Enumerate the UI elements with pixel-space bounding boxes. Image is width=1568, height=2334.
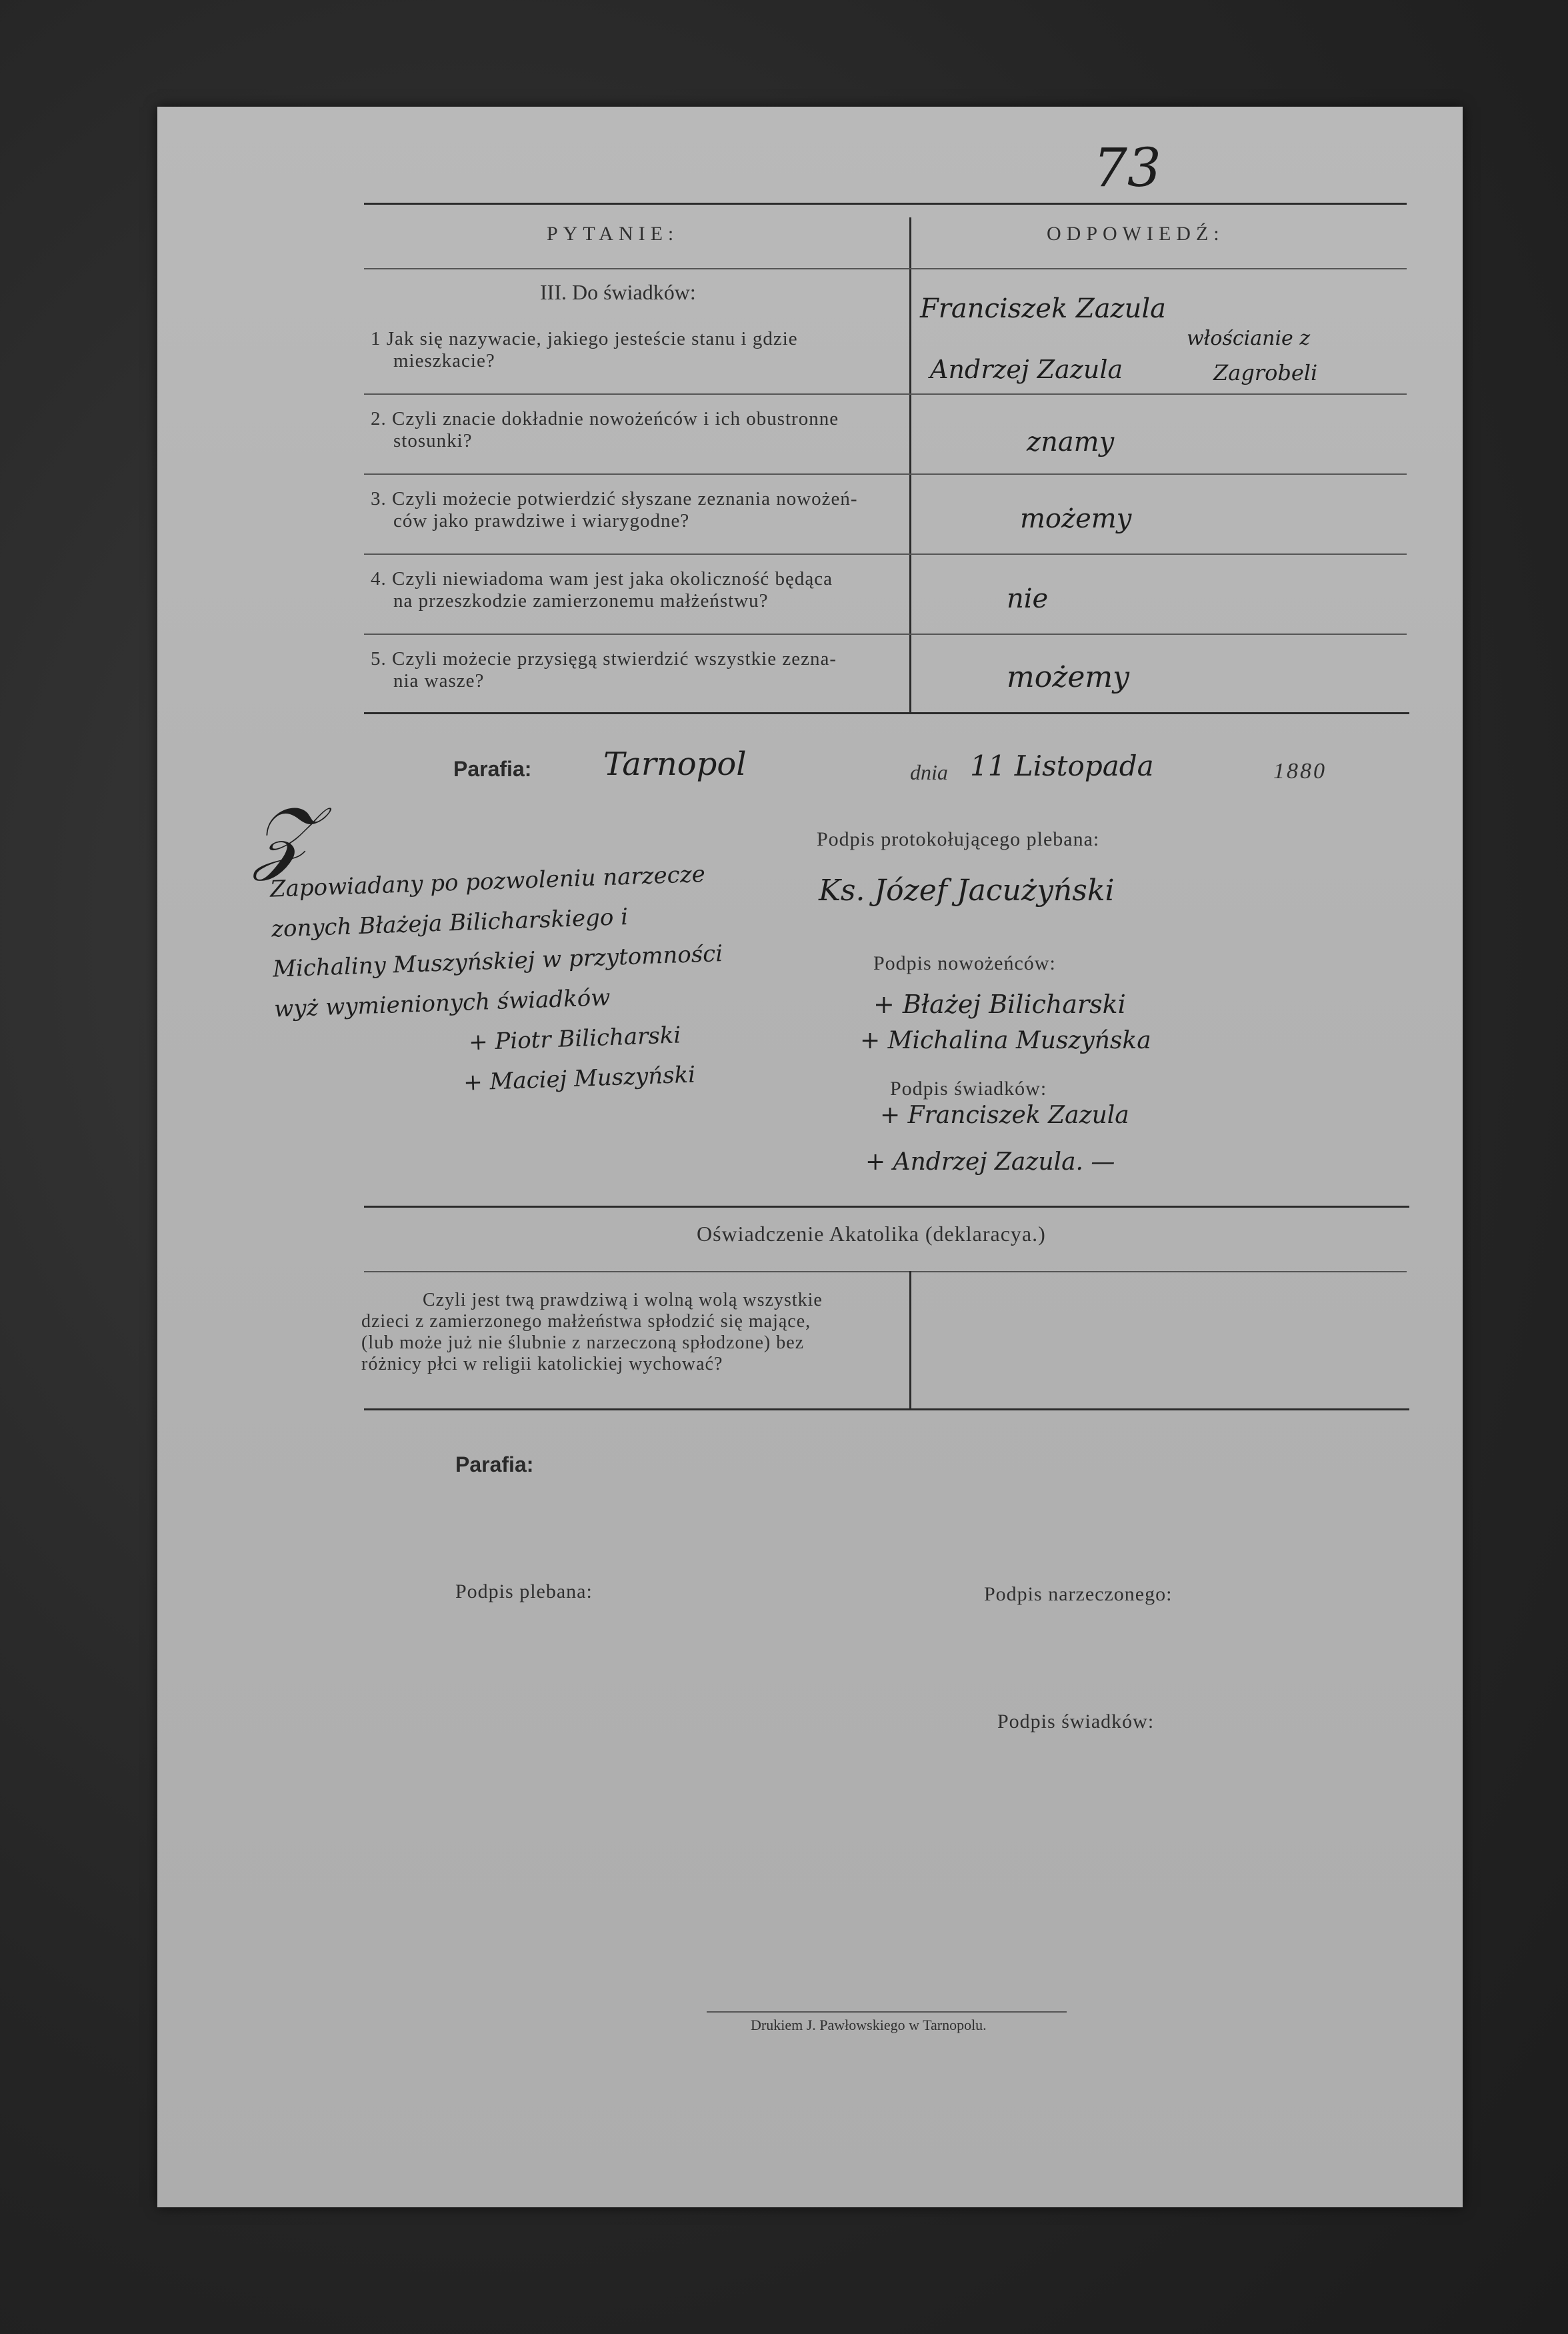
table-column-divider [909, 217, 911, 714]
printer-rule [707, 2011, 1067, 2013]
answer-4: nie [1007, 584, 1049, 614]
row-rule-3 [364, 553, 1407, 555]
declaration-title: Oświadczenie Akatolika (deklaracya.) [697, 1222, 1046, 1246]
witnesses-signature-label: Podpis świadków: [890, 1078, 1047, 1100]
table-bottom-rule [364, 712, 1409, 714]
table-top-rule [364, 203, 1407, 205]
groom-signature-label: Podpis narzeczonego: [984, 1583, 1173, 1605]
priest-signature-label: Podpis protokołującego plebana: [817, 828, 1100, 850]
spouse-1-signature: + Błażej Bilicharski [873, 990, 1126, 1019]
header-rule [364, 268, 1407, 269]
question-column-header: PYTANIE: [547, 223, 679, 245]
answer-column-header: ODPOWIEDŹ: [1047, 223, 1225, 245]
question-5: 5. Czyli możecie przysięgą stwierdzić wszystkie zezna- nia wasze? [371, 648, 837, 692]
printer-imprint: Drukiem J. Pawłowskiego w Tarnopolu. [751, 2017, 987, 2033]
parish-label: Parafia: [453, 757, 532, 781]
lower-priest-signature-label: Podpis plebana: [455, 1580, 593, 1602]
date-value: 11 Listopada [970, 750, 1154, 782]
lower-parish-label: Parafia: [455, 1452, 534, 1476]
row-rule-1 [364, 393, 1407, 395]
declaration-column-divider [909, 1271, 911, 1408]
declaration-top-rule [364, 1206, 1409, 1208]
handwritten-note: Zapowiadany po pozwoleniu narzecze zonych Błażeja Bilicharskiego i Michaliny Muszyńskiej w przytomności wyż wymienionych świadków + Piotr Bilicharski + Maciej Muszyński [269, 860, 723, 1096]
witness-1-signature: + Franciszek Zazula [880, 1102, 1129, 1129]
answer-1-name1: Franciszek Zazula [920, 293, 1167, 324]
parish-value: Tarnopol [603, 746, 747, 783]
date-day-label: dnia [910, 760, 948, 784]
question-3: 3. Czyli możecie potwierdzić słyszane zeznania nowożeń- ców jako prawdziwe i wiarygodne? [371, 488, 858, 531]
row-rule-4 [364, 634, 1407, 635]
answer-1-name2: Andrzej Zazula [930, 355, 1123, 384]
answer-5: możemy [1007, 660, 1130, 694]
year: 1880 [1273, 759, 1327, 784]
declaration-header-rule [364, 1271, 1407, 1272]
spouse-2-signature: + Michalina Muszyńska [860, 1027, 1151, 1054]
answer-2: znamy [1027, 427, 1115, 457]
question-4: 4. Czyli niewiadoma wam jest jaka okoliczność będąca na przeszkodzie zamierzonemu małżeństwu? [371, 568, 833, 612]
question-2: 2. Czyli znacie dokładnie nowożeńców i ich obustronne stosunki? [371, 408, 839, 451]
answer-1-status: włościanie z [1187, 327, 1311, 350]
page-number: 73 [1093, 137, 1161, 199]
section-title: III. Do świadków: [540, 280, 696, 304]
witness-2-signature: + Andrzej Zazula. — [865, 1148, 1115, 1176]
priest-signature: Ks. Józef Jacużyński [819, 874, 1115, 908]
declaration-bottom-rule [364, 1408, 1409, 1410]
declaration-question: Czyli jest twą prawdziwą i wolną wolą wszystkie dzieci z zamierzonego małżeństwa spłodzić się mające, (lub może już nie ślubnie z narzeczoną spłodzone) bez różnicy płci w religii katolickiej wychować? [361, 1290, 823, 1374]
note-initial-flourish: 𝒵 [253, 790, 315, 883]
answer-1-place: Zagrobeli [1213, 360, 1318, 385]
lower-witnesses-signature-label: Podpis świadków: [997, 1710, 1155, 1732]
row-rule-2 [364, 473, 1407, 475]
answer-3: możemy [1020, 503, 1132, 534]
spouses-signature-label: Podpis nowożeńców: [873, 952, 1056, 974]
question-1: 1 Jak się nazywacie, jakiego jesteście stanu i gdzie mieszkacie? [371, 328, 798, 371]
